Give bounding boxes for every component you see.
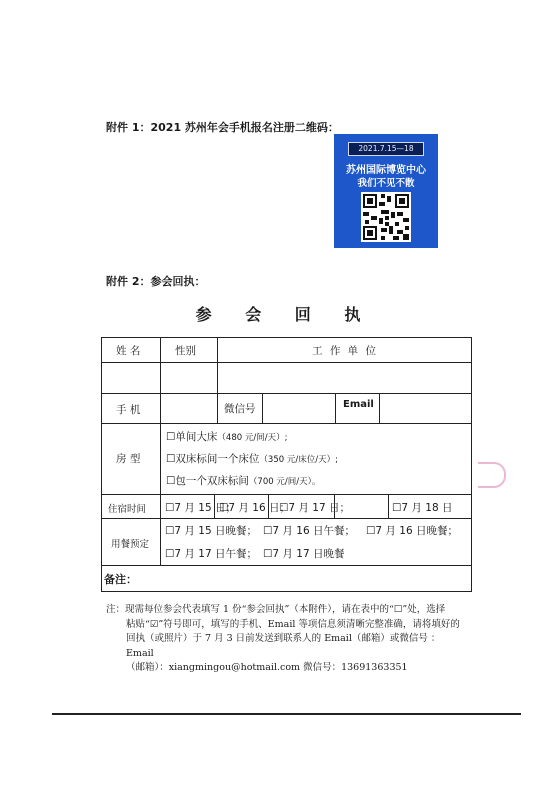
room-option-price: （700 元/间/天）。 (248, 477, 321, 487)
form-divider (335, 393, 336, 423)
room-option-text: ☐双床标间一个床位 (166, 453, 260, 465)
meal-option[interactable]: ☐7 月 16 日晚餐； (366, 525, 458, 537)
room-option-price: （480 元/间/天）; (217, 433, 288, 443)
form-divider (101, 494, 472, 495)
form-border (101, 337, 472, 338)
form-title: 参 会 回 执 (195, 305, 375, 324)
stay-option[interactable]: ☐7 月 18 日 (392, 502, 453, 514)
qr-code-icon[interactable] (361, 192, 411, 242)
qr-slogan: 我们不见不散 (357, 178, 415, 189)
room-option-text: ☐单间大床 (166, 431, 218, 443)
registration-qr-poster[interactable] (334, 134, 438, 248)
stay-option[interactable]: ☐7 月 16 日； (219, 502, 290, 514)
header-work-unit: 工 作 单 位 (312, 345, 379, 357)
email-label: Email (343, 399, 374, 410)
meal-option[interactable]: ☐7 月 15 日晚餐； (165, 525, 257, 537)
attachment2-title: 附件 2：参会回执： (106, 275, 206, 288)
qr-venue: 苏州国际博览中心 (346, 165, 426, 176)
note-line: 粘贴“☑”符号即可，填写的手机、Email 等项信息须清晰完整准确，请将填好的 (126, 618, 460, 630)
remark-label: 备注： (104, 573, 137, 586)
room-option-text: ☐包一个双床标间 (166, 475, 249, 487)
meal-option[interactable]: ☐7 月 17 日午餐； (165, 548, 257, 560)
room-option-price: （350 元/床位/天）; (259, 455, 338, 465)
phone-label: 手 机 (116, 404, 141, 416)
instructions-note (106, 603, 466, 676)
email-input[interactable] (380, 394, 471, 423)
stay-option[interactable]: ☐7 月 15 日； (165, 502, 236, 514)
meal-label: 用餐预定 (111, 539, 150, 550)
stay-label: 住宿时间 (108, 504, 147, 515)
work-unit-input[interactable] (218, 363, 471, 392)
name-input[interactable] (102, 363, 160, 392)
note-line: 回执（或照片）于 7 月 3 日前发送到联系人的 Email（邮箱）或微信号 ：Email (126, 633, 441, 659)
note-line: 注：现需每位参会代表填写 1 份“参会回执”（本附件），请在表中的“☐”处，选择 (106, 604, 446, 615)
room-type-label: 房 型 (116, 453, 141, 465)
form-divider (101, 518, 472, 519)
phone-input[interactable] (161, 394, 217, 423)
meal-option[interactable]: ☐7 月 16 日午餐； (263, 525, 355, 537)
header-gender: 性别 (175, 345, 196, 357)
meal-option[interactable]: ☐7 月 17 日晚餐 (263, 548, 345, 560)
note-line: （邮箱）：xiangmingou@hotmail.com 微信号：13691363351 (126, 662, 408, 673)
room-option-shared-bed[interactable] (166, 451, 338, 466)
qr-date-badge: 2021.7.15—18 (348, 142, 424, 156)
form-divider (388, 494, 389, 518)
wechat-label: 微信号 (224, 403, 256, 415)
attachment1-title: 附件 1：2021 苏州年会手机报名注册二维码： (106, 121, 339, 134)
room-option-twin-room[interactable] (166, 473, 320, 488)
form-border (471, 337, 472, 592)
stamp-mark (478, 462, 506, 488)
stay-option[interactable]: ☐7 月 17 日； (279, 502, 350, 514)
header-name: 姓 名 (116, 345, 141, 357)
remark-input[interactable] (140, 566, 471, 590)
form-border (101, 591, 472, 592)
wechat-input[interactable] (263, 394, 335, 423)
room-option-single[interactable] (166, 429, 287, 444)
form-divider (101, 423, 472, 424)
page-divider (52, 713, 521, 715)
gender-input[interactable] (161, 363, 217, 392)
